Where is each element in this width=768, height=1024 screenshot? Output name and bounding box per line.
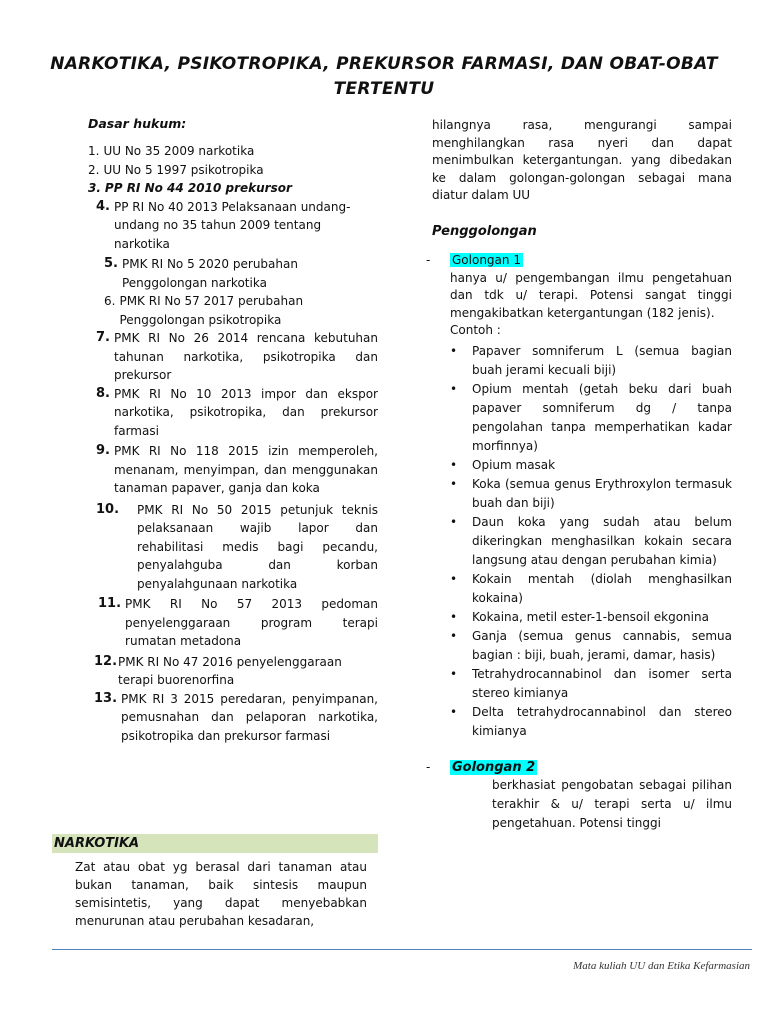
law-text: PP RI No 40 2013 Pelaksanaan undang-undang no 35 tahun 2009 tentang narkotika xyxy=(113,199,351,251)
law-text: PP RI No 44 2010 prekursor xyxy=(104,181,292,195)
law-text: PMK RI No 26 2014 rencana kebutuhan tahunan narkotika, psikotropika dan prekursor xyxy=(113,331,378,382)
law-number: 3. xyxy=(88,181,101,195)
law-number: 13. xyxy=(94,690,118,706)
list-item: • Kokaina, metil ester-1-bensoil ekgonina xyxy=(432,608,732,627)
list-item: • Koka (semua genus Erythroxylon termasuk buah dan biji) xyxy=(432,475,732,513)
law-number: 5. xyxy=(104,256,118,271)
law-number: 8. xyxy=(96,385,110,401)
law-item-7 xyxy=(88,329,378,385)
list-item: • Papaver somniferum L (semua bagian buah jerami kecuali biji) xyxy=(432,342,732,380)
law-text: PMK RI No 57 2017 perubahan Penggolongan psikotropika xyxy=(119,294,304,327)
footer-divider xyxy=(52,949,752,950)
law-number: 10. xyxy=(96,501,120,517)
law-text: PMK RI No 118 2015 izin memperoleh, menanam, menyimpan, dan menggunakan tanaman papaver, ganja dan koka xyxy=(113,444,378,495)
law-item-12 xyxy=(88,653,378,690)
page-title: NARKOTIKA, PSIKOTROPIKA, PREKURSOR FARMASI, DAN OBAT-OBAT TERTENTU xyxy=(50,54,718,99)
list-item: • Daun koka yang sudah atau belum dikeringkan menghasilkan kokain secara langsung atau dengan perubahan kimia) xyxy=(432,513,732,570)
list-item: • Ganja (semua genus cannabis, semua bagian : biji, buah, jerami, damar, hasis) xyxy=(432,627,732,665)
law-text: PMK RI No 50 2015 petunjuk teknis pelaksanaan wajib lapor dan rehabilitasi medis bagi pecandu, penyalahguba dan korban penyalahgunaan narkotika xyxy=(137,502,378,591)
list-dash: - xyxy=(426,253,431,267)
law-item-1 xyxy=(88,142,378,161)
law-item-6 xyxy=(88,292,378,329)
golongan-1-heading xyxy=(426,252,732,270)
right-column xyxy=(426,117,732,833)
golongan-2-description: berkhasiat pengobatan sebagai pilihan terakhir & u/ terapi serta u/ ilmu pengetahuan. Potensi tinggi xyxy=(492,778,732,830)
golongan-1-examples xyxy=(432,342,732,741)
penggolongan-heading: Penggolongan xyxy=(432,223,537,239)
law-number: 7. xyxy=(96,330,110,345)
law-item-9 xyxy=(88,442,378,498)
law-item-2 xyxy=(88,161,378,180)
law-item-4 xyxy=(88,198,378,254)
list-item: • Delta tetrahydrocannabinol dan stereo kimianya xyxy=(432,703,732,741)
law-text: PMK RI No 57 2013 pedoman penyelenggaraan program terapi rumatan metadona xyxy=(125,597,378,648)
list-item: • Tetrahydrocannabinol dan isomer serta stereo kimianya xyxy=(432,665,732,703)
left-column xyxy=(88,115,378,745)
law-item-11 xyxy=(88,595,378,651)
law-number: 11. xyxy=(98,596,122,611)
list-dash: - xyxy=(426,759,431,774)
law-number: 4. xyxy=(96,198,110,214)
law-item-10 xyxy=(88,501,378,594)
law-item-8 xyxy=(88,385,378,441)
law-text: PMK RI No 5 2020 perubahan Penggolongan narkotika xyxy=(121,257,298,290)
golongan-1-label: Golongan 1 xyxy=(452,253,521,267)
law-text: PMK RI 3 2015 peredaran, penyimpanan, pemusnahan dan pelaporan narkotika, psikotropika dan prekursor farmasi xyxy=(121,691,378,743)
narkotika-definition: Zat atau obat yg berasal dari tanaman atau bukan tanaman, baik sintesis maupun semisintetis, yang dapat menyebabkan menurunan atau perubahan kesadaran, xyxy=(75,860,367,928)
golongan-1-description: hanya u/ pengembangan ilmu pengetahuan dan tdk u/ terapi. Potensi sangat tinggi mengakibatkan ketergantungan (182 jenis). xyxy=(450,270,732,320)
law-text: PMK RI No 10 2013 impor dan ekspor narkotika, psikotropika, dan prekursor farmasi xyxy=(113,386,378,438)
footer-course-title: Mata kuliah UU dan Etika Kefarmasian xyxy=(573,960,750,972)
contoh-label: Contoh : xyxy=(450,323,501,337)
list-item: • Opium mentah (getah beku dari buah papaver somniferum dg / tanpa pengolahan tanpa memperhatikan kadar morfinnya) xyxy=(432,380,732,456)
law-item-3 xyxy=(88,179,378,198)
law-text: UU No 5 1997 psikotropika xyxy=(103,162,264,177)
dasar-hukum-label: Dasar hukum: xyxy=(88,116,187,131)
golongan-2-label: Golongan 2 xyxy=(452,759,536,775)
law-number: 6. xyxy=(104,294,116,308)
list-item: • Opium masak xyxy=(432,456,732,475)
section-heading-narkotika: NARKOTIKA xyxy=(52,834,378,853)
list-item: • Kokain mentah (diolah menghasilkan kokaina) xyxy=(432,570,732,608)
intro-paragraph: hilangnya rasa, mengurangi sampai menghilangkan rasa nyeri dan dapat menimbulkan ketergantungan. yang dibedakan ke dalam golongan-golongan sebagai mana diatur dalam UU xyxy=(432,118,732,202)
law-number: 9. xyxy=(96,443,110,458)
law-item-5 xyxy=(88,255,378,292)
law-item-13 xyxy=(88,690,378,746)
law-number: 2. xyxy=(88,162,100,177)
law-number: 12. xyxy=(94,653,118,669)
golongan-2-heading xyxy=(426,759,732,777)
law-number: 1. xyxy=(88,144,100,158)
law-text: PMK RI No 47 2016 penyelenggaraan terapi buorenorfina xyxy=(118,654,342,687)
law-text: UU No 35 2009 narkotika xyxy=(103,144,255,158)
